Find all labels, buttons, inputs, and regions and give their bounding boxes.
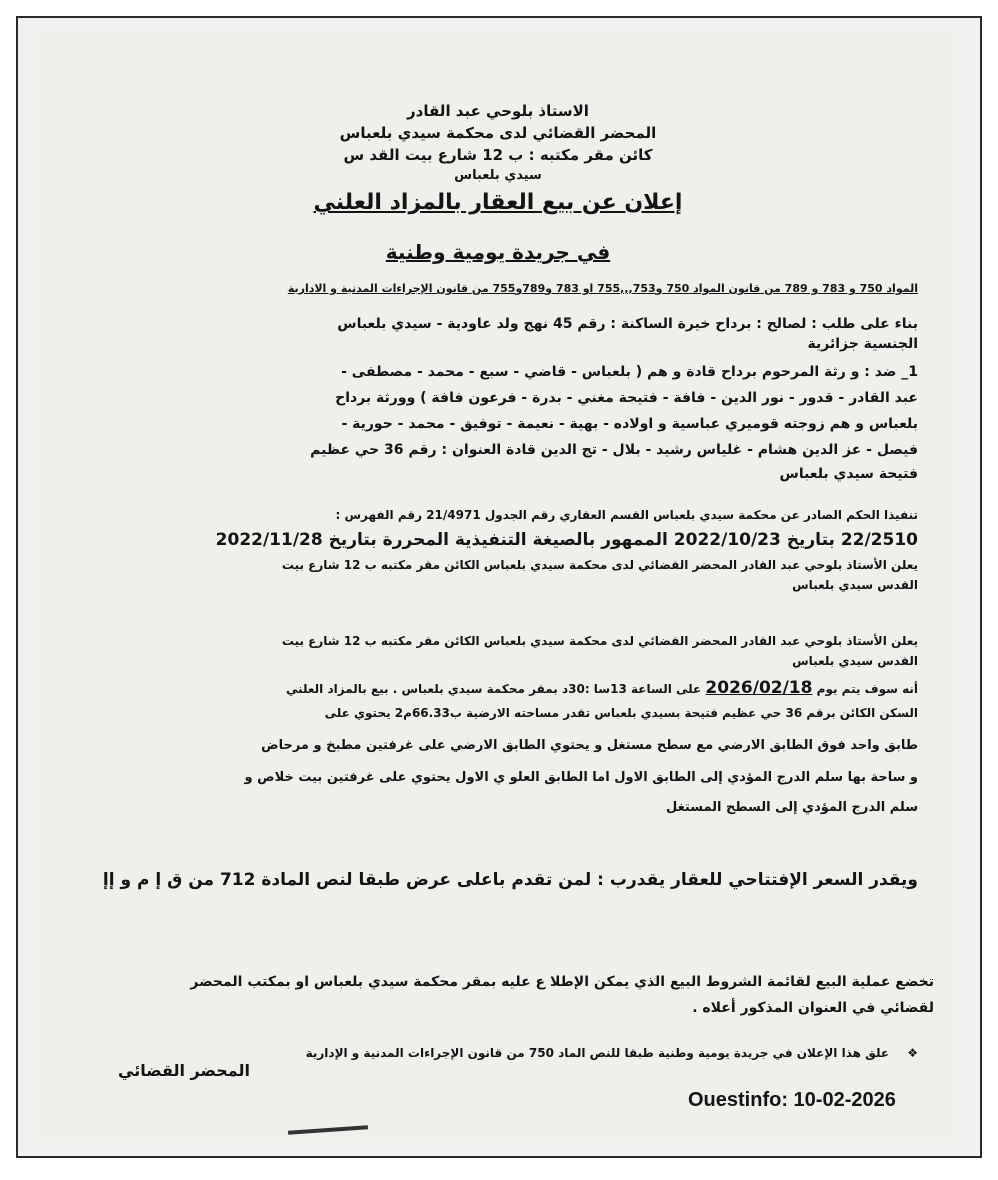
announcement-line-3-post: على الساعة 13سا :30د بمقر محكمة سيدي بلعباس . بيع بالمزاد العلني	[285, 682, 702, 696]
source-date: Ouestinfo: 10-02-2026	[688, 1089, 896, 1111]
announcement-line-4: السكن الكائن برقم 36 حي عظيم فتيحة بسيدي بلعباس تقدر مساحته الارضية ب66.33م2 يحتوي على	[324, 706, 918, 720]
announcement-line-3	[286, 678, 918, 698]
header-line-3: كائن مقر مكتبه : ب 12 شارع بيت القد س	[343, 146, 653, 164]
notice-subtitle: في جريدة يومية وطنية	[385, 240, 611, 264]
announcement-line-3-pre: أنه سوف يتم يوم	[816, 682, 918, 696]
scanned-notice	[38, 30, 958, 1142]
parties-line-2: الجنسية جزائرية	[807, 336, 918, 352]
document-frame	[16, 16, 982, 1158]
parties-line-5: بلعباس و هم زوجته قوميري عباسية و اولاده - بهية - نعيمة - توفيق - محمد - حورية -	[341, 416, 918, 432]
posting-line	[306, 1046, 918, 1060]
parties-line-7: فتيحة سيدي بلعباس	[779, 466, 918, 482]
legal-references: المواد 750 و 783 و 789 من قانون المواد 750 و753,,,755 او 783 و789و755 من قانون الإجراءات المدنية و الادارية	[287, 282, 918, 295]
scan-mark	[288, 1125, 368, 1135]
announcement-line-5: طابق واحد فوق الطابق الارضي مع سطح مستغل و يحتوي الطابق الارضي على غرفتين مطبخ و مرحاض	[261, 738, 918, 753]
announcement-line-1: يعلن الأستاذ بلوحي عبد القادر المحضر القضائي لدى محكمة سيدي بلعباس الكائن مقر مكتبه ب 12 شارع بيت	[281, 634, 918, 648]
execution-line-3: يعلن الأستاذ بلوحي عبد القادر المحضر القضائي لدى محكمة سيدي بلعباس الكائن مقر مكتبه ب 12 شارع بيت	[281, 558, 918, 572]
announcement-line-7: سلم الدرج المؤدي إلى السطح المستغل	[665, 800, 918, 815]
notice-title: إعلان عن بيع العقار بالمزاد العلني	[313, 190, 683, 215]
announcement-line-6: و ساحة بها سلم الدرج المؤدي إلى الطابق الاول اما الطابق العلو ي الاول يحتوي على غرفتين بيت خلاص و	[244, 770, 918, 785]
posting-text: علق هذا الإعلان في جريدة يومية وطنية طبقا للنص الماد 750 من قانون الإجراءات المدنية و الإدارية	[305, 1046, 890, 1060]
parties-line-1: بناء على طلب : لصالح : برداح خيرة الساكنة : رقم 45 نهج ولد عاودية - سيدي بلعباس	[337, 316, 918, 332]
conditions-line-2: لقضائي في العنوان المذكور أعلاه .	[692, 1000, 934, 1016]
header-line-1: الاستاذ بلوحي عبد القادر	[407, 102, 589, 120]
parties-line-3: 1_ ضد : و رثة المرحوم برداح قادة و هم ( بلعباس - قاضي - سبع - محمد - مصطفى -	[341, 364, 918, 380]
execution-line-2: 22/2510 بتاريخ 2022/10/23 الممهور بالصيغة التنفيذية المحررة بتاريخ 2022/11/28	[215, 530, 918, 550]
sale-date: 2026/02/18	[705, 678, 813, 698]
header-line-4: سيدي بلعباس	[454, 168, 542, 183]
header-line-2: المحضر القضائي لدى محكمة سيدي بلعباس	[339, 124, 657, 142]
diamond-bullet-icon: ❖	[907, 1046, 918, 1060]
announcement-line-2: القدس سيدي بلعباس	[792, 654, 918, 668]
parties-line-6: فيصل - عز الدين هشام - غلياس رشيد - بلال - تج الدين قادة العنوان : رقم 36 حي عظيم	[310, 442, 918, 458]
parties-line-4: عبد القادر - قدور - نور الدين - فافة - فتيحة مغني - بدرة - فرعون فافة ) وورثة برداح	[335, 390, 918, 406]
bailiff-signature: المحضر القضائي	[118, 1061, 251, 1080]
conditions-line-1: تخضع عملية البيع لقائمة الشروط البيع الذي يمكن الإطلا ع عليه بمقر محكمة سيدي بلعباس او بمكتب المحضر	[190, 974, 934, 990]
execution-line-1: تنفيذا الحكم الصادر عن محكمة سيدي بلعباس القسم العقاري رقم الجدول 21/4971 رقم الفهرس :	[335, 508, 918, 522]
execution-line-4: القدس سيدي بلعباس	[792, 578, 918, 592]
opening-price: ويقدر السعر الإفتتاحي للعقار يقدرب : لمن تقدم باعلى عرض طبقا لنص المادة 712 من ق إ م و إإ	[102, 870, 918, 890]
